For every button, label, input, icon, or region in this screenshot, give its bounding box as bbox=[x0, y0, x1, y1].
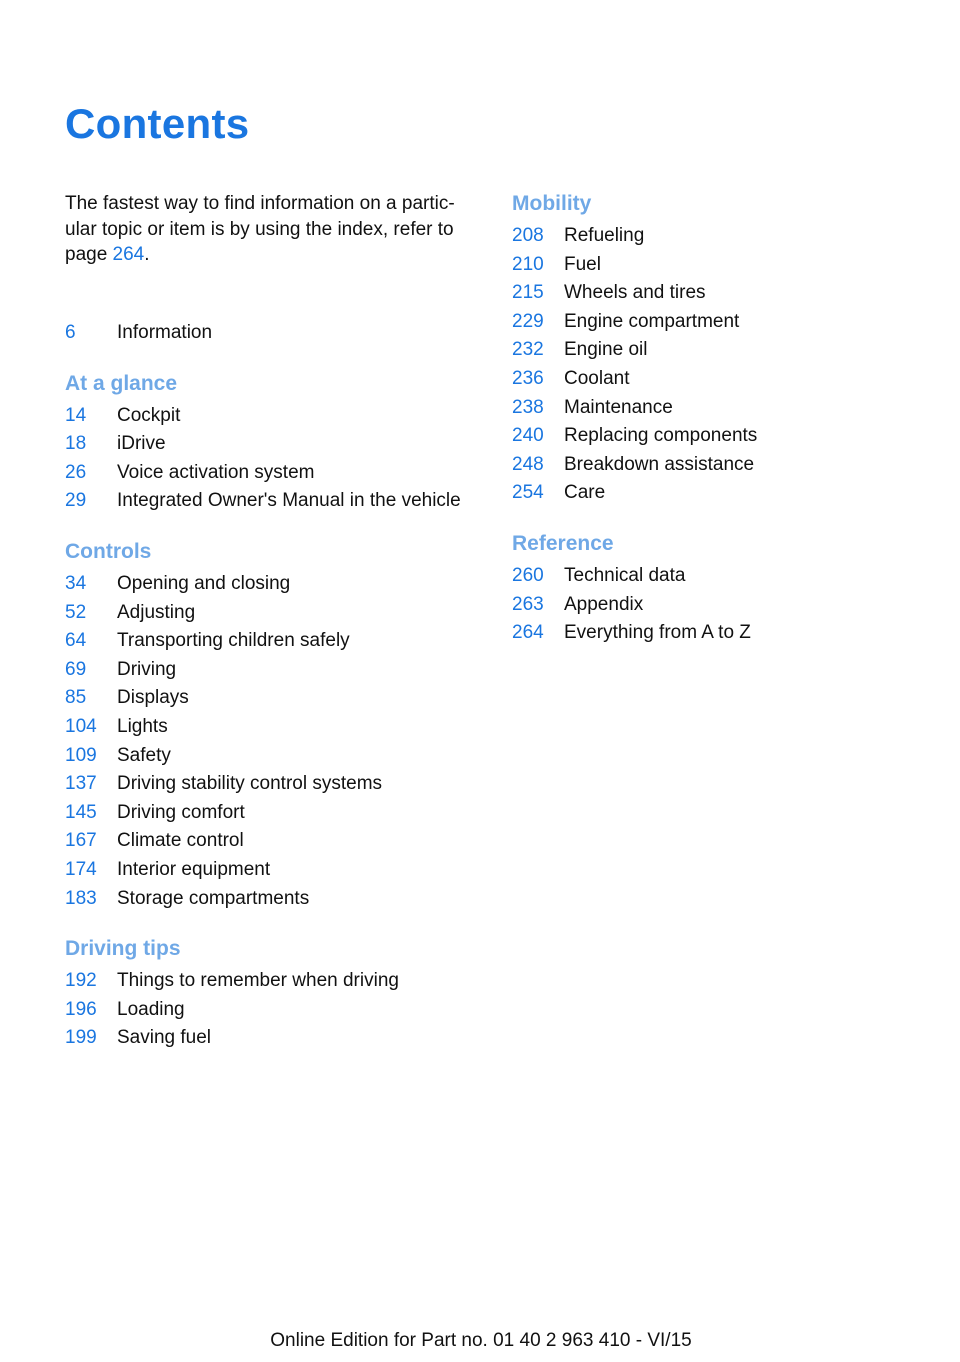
toc-page-number[interactable]: 199 bbox=[65, 1027, 97, 1049]
toc-page-number[interactable]: 254 bbox=[512, 482, 544, 504]
toc-page-number[interactable]: 264 bbox=[512, 622, 544, 644]
toc-entry-title: Transporting children safely bbox=[117, 630, 350, 652]
section-heading: Controls bbox=[65, 539, 152, 563]
toc-entry-title: Cockpit bbox=[117, 404, 181, 426]
toc-entry-title: Things to remember when driving bbox=[117, 970, 399, 992]
toc-page-number[interactable]: 215 bbox=[512, 282, 544, 304]
toc-entry[interactable] bbox=[65, 827, 505, 856]
toc-page-number[interactable]: 196 bbox=[65, 998, 97, 1020]
toc-entry[interactable] bbox=[512, 619, 952, 648]
toc-page-number[interactable]: 29 bbox=[65, 490, 87, 512]
toc-entry[interactable] bbox=[65, 402, 505, 431]
toc-entry[interactable] bbox=[512, 308, 952, 337]
toc-entry[interactable] bbox=[65, 885, 505, 914]
toc-section bbox=[65, 370, 505, 516]
toc-entry[interactable] bbox=[65, 799, 505, 828]
toc-page-number[interactable]: 26 bbox=[65, 461, 87, 483]
toc-page-number[interactable]: 145 bbox=[65, 801, 97, 823]
toc-entry[interactable] bbox=[65, 713, 505, 742]
toc-page-number[interactable]: 240 bbox=[512, 425, 544, 447]
toc-section bbox=[512, 530, 952, 648]
toc-page-number[interactable]: 263 bbox=[512, 593, 544, 615]
toc-entry[interactable] bbox=[65, 856, 505, 885]
toc-entry-title: Everything from A to Z bbox=[564, 622, 751, 644]
toc-entry[interactable] bbox=[65, 570, 505, 599]
toc-section bbox=[65, 538, 505, 913]
toc-entry[interactable] bbox=[512, 365, 952, 394]
toc-page-number[interactable]: 69 bbox=[65, 658, 87, 680]
toc-entry-title: Engine oil bbox=[564, 339, 648, 361]
toc-entry-title: Voice activation system bbox=[117, 461, 315, 483]
toc-entry[interactable] bbox=[65, 1024, 505, 1053]
toc-right-column bbox=[512, 190, 952, 670]
toc-entry[interactable] bbox=[512, 336, 952, 365]
section-heading: Driving tips bbox=[65, 937, 181, 961]
toc-page-number[interactable]: 167 bbox=[65, 830, 97, 852]
toc-page-number[interactable]: 6 bbox=[65, 322, 76, 343]
toc-entry-title: Appendix bbox=[564, 593, 644, 615]
toc-page-number[interactable]: 260 bbox=[512, 564, 544, 586]
footer bbox=[0, 1330, 960, 1352]
toc-page-number[interactable]: 52 bbox=[65, 601, 87, 623]
toc-entry[interactable] bbox=[512, 222, 952, 251]
toc-entry-title: Saving fuel bbox=[117, 1027, 212, 1049]
toc-page-number[interactable]: 34 bbox=[65, 572, 87, 594]
toc-page-number[interactable]: 64 bbox=[65, 630, 87, 652]
toc-entry-title: iDrive bbox=[117, 433, 166, 455]
toc-page-number[interactable]: 183 bbox=[65, 887, 97, 909]
toc-page-number[interactable]: 229 bbox=[512, 310, 544, 332]
toc-entry-title: Refueling bbox=[564, 225, 645, 246]
toc-entry-title: Opening and closing bbox=[117, 572, 291, 594]
toc-page-number[interactable]: 137 bbox=[65, 773, 97, 795]
toc-page-number[interactable]: 236 bbox=[512, 367, 544, 389]
toc-entry[interactable] bbox=[65, 742, 505, 771]
toc-entry-title: Loading bbox=[117, 998, 185, 1020]
toc-entry-title: Replacing components bbox=[564, 425, 758, 447]
toc-entry-title: Displays bbox=[117, 687, 189, 709]
toc-entry-title: Safety bbox=[117, 744, 171, 766]
toc-entry-title: Technical data bbox=[564, 564, 686, 586]
toc-entry-title: Climate control bbox=[117, 830, 244, 852]
toc-entry-title: Engine compartment bbox=[564, 310, 740, 332]
toc-entry-title: Interior equipment bbox=[117, 858, 271, 880]
toc-page-number[interactable]: 210 bbox=[512, 253, 544, 275]
toc-entry[interactable] bbox=[65, 967, 505, 996]
section-heading: At a glance bbox=[65, 371, 178, 395]
toc-section bbox=[512, 190, 952, 508]
toc-page-number[interactable]: 248 bbox=[512, 453, 544, 475]
toc-entry-title: Information bbox=[117, 322, 213, 343]
toc-page-number[interactable]: 109 bbox=[65, 744, 97, 766]
toc-entry[interactable] bbox=[65, 599, 505, 628]
page-title: Contents bbox=[65, 100, 250, 147]
toc-page-number[interactable]: 174 bbox=[65, 858, 97, 880]
toc-entry[interactable] bbox=[65, 459, 505, 488]
toc-entry[interactable] bbox=[512, 562, 952, 591]
toc-page-number[interactable]: 238 bbox=[512, 396, 544, 418]
toc-entry-title: Adjusting bbox=[117, 601, 196, 623]
toc-entry[interactable] bbox=[65, 996, 505, 1025]
toc-entry[interactable] bbox=[65, 684, 505, 713]
toc-entry-title: Maintenance bbox=[564, 396, 673, 418]
intro-paragraph bbox=[65, 191, 485, 268]
section-heading: Reference bbox=[512, 531, 614, 555]
toc-entry-title: Care bbox=[564, 482, 606, 504]
toc-entry[interactable] bbox=[65, 656, 505, 685]
toc-entry[interactable] bbox=[65, 770, 505, 799]
toc-entry[interactable] bbox=[512, 591, 952, 620]
toc-entry[interactable] bbox=[512, 251, 952, 280]
toc-entry-title: Fuel bbox=[564, 253, 601, 275]
toc-entry[interactable] bbox=[65, 487, 505, 516]
toc-entry[interactable] bbox=[512, 479, 952, 508]
toc-page-number[interactable]: 85 bbox=[65, 687, 87, 709]
toc-entry[interactable] bbox=[65, 430, 505, 459]
intro-text-end: . bbox=[144, 244, 150, 265]
toc-left-column bbox=[65, 319, 505, 1075]
toc-section bbox=[65, 935, 505, 1053]
toc-entry-title: Driving comfort bbox=[117, 801, 245, 823]
intro-text: The fastest way to find information on a partic-ular topic or item is by using the index, refer to page bbox=[65, 193, 455, 265]
section-heading: Mobility bbox=[512, 192, 592, 215]
toc-entry[interactable] bbox=[512, 422, 952, 451]
toc-page-number[interactable]: 18 bbox=[65, 433, 87, 455]
footer-text: Online Edition for Part no. 01 40 2 963 410 - VI/15 bbox=[270, 1330, 692, 1351]
toc-entry-title: Integrated Owner's Manual in the vehicle bbox=[117, 490, 461, 512]
toc-page-number[interactable]: 232 bbox=[512, 339, 544, 361]
toc-entry[interactable] bbox=[65, 319, 505, 348]
toc-entry-title: Storage compartments bbox=[117, 887, 310, 909]
toc-entry-title: Coolant bbox=[564, 367, 630, 389]
toc-entry-title: Breakdown assistance bbox=[564, 453, 755, 475]
intro-page-link[interactable]: 264 bbox=[112, 244, 145, 265]
toc-entry[interactable] bbox=[512, 394, 952, 423]
toc-page-number[interactable]: 208 bbox=[512, 225, 544, 246]
toc-entry-title: Driving stability control systems bbox=[117, 773, 383, 795]
toc-page-number[interactable]: 14 bbox=[65, 404, 87, 426]
toc-entry-title: Lights bbox=[117, 715, 168, 737]
toc-entry-title: Wheels and tires bbox=[564, 282, 706, 304]
toc-section bbox=[65, 319, 505, 348]
toc-entry-title: Driving bbox=[117, 658, 177, 680]
toc-page-number[interactable]: 104 bbox=[65, 715, 97, 737]
toc-entry[interactable] bbox=[512, 451, 952, 480]
toc-entry[interactable] bbox=[65, 627, 505, 656]
toc-page-number[interactable]: 192 bbox=[65, 970, 97, 992]
toc-entry[interactable] bbox=[512, 279, 952, 308]
